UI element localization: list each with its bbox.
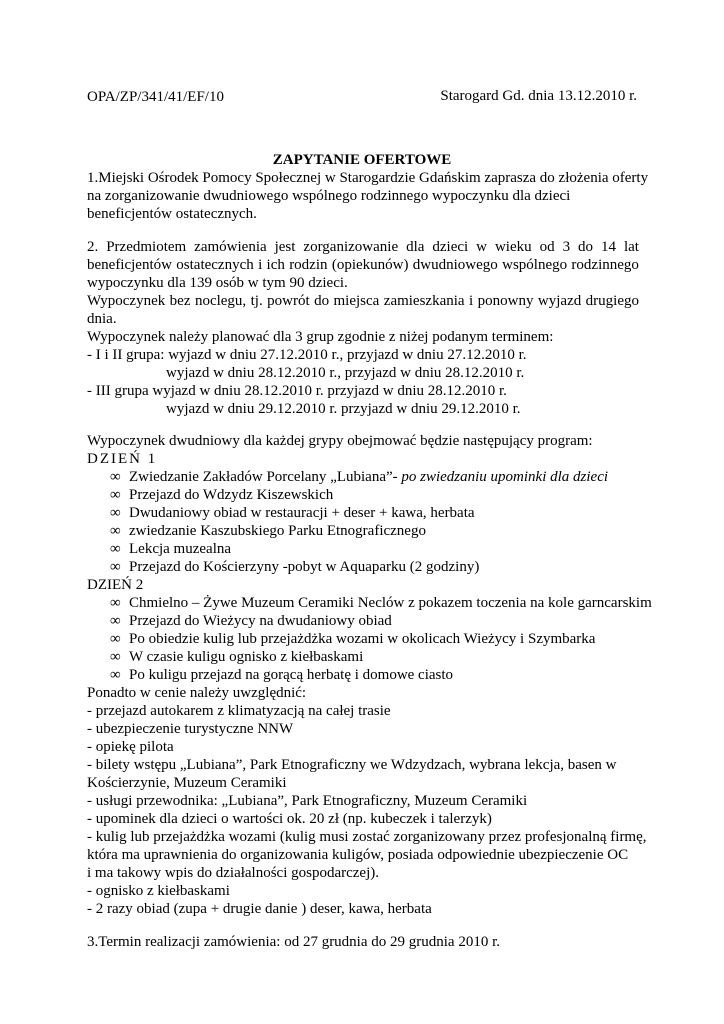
day2-item: ∞ Przejazd do Wieżycy na dwudaniowy obiad — [110, 613, 392, 629]
word: zamieszkania — [383, 293, 465, 309]
word: ostatecznych — [176, 257, 254, 273]
day2-label: DZIEŃ 2 — [87, 577, 144, 593]
word: ponowny — [477, 293, 534, 309]
day2-item: ∞ Chmielno – Żywe Muzeum Ceramiki Neclów z pokazem toczenia na kole garncarskim — [110, 595, 652, 611]
word: wyjazd — [537, 293, 582, 309]
word: 14 — [601, 239, 617, 255]
infinity-bullet-icon: ∞ — [110, 649, 121, 665]
price-item-cont: Kościerzynie, Muzeum Ceramiki — [87, 775, 287, 791]
intro-line-1: 1.Miejski Ośrodek Pomocy Społecznej w Starogardzie Gdańskim zaprasza do złożenia oferty — [87, 170, 649, 186]
infinity-bullet-icon: ∞ — [110, 541, 121, 557]
price-item: - bilety wstępu „Lubiana”, Park Etnograficzny we Wdzydzach, wybrana lekcja, basen w — [87, 757, 617, 773]
schedule-group-1-2-b: wyjazd w dniu 28.12.2010 r., przyjazd w dniu 28.12.2010 r. — [166, 365, 525, 381]
day1-item: ∞ Przejazd do Wdzydz Kiszewskich — [110, 487, 334, 503]
day1-item: ∞ Zwiedzanie Zakładów Porcelany „Lubiana”- po zwiedzaniu upominki dla dzieci — [110, 469, 609, 485]
word: beneficjentów — [87, 257, 172, 273]
word: 3 — [562, 239, 571, 255]
section2-line-2 — [87, 256, 639, 274]
word: zamówienia — [194, 239, 267, 255]
word: ich — [266, 257, 285, 273]
infinity-bullet-icon: ∞ — [110, 505, 121, 521]
word: bez — [169, 293, 191, 309]
infinity-bullet-icon: ∞ — [110, 523, 121, 539]
day2-item: ∞ W czasie kuligu ognisko z kiełbaskami — [110, 649, 364, 665]
reference-number: OPA/ZP/341/41/EF/10 — [87, 89, 224, 105]
word: drugiego — [585, 293, 639, 309]
price-item: - opiekę pilota — [87, 739, 174, 755]
day1-label: DZIEŃ 1 — [87, 451, 158, 467]
schedule-intro: Wypoczynek należy planować dla 3 grup zgodnie z niżej podanym terminem: — [87, 329, 554, 345]
word: dzieci — [432, 239, 469, 255]
section2-line-3: wypoczynku dla 139 osób w tym 90 dzieci. — [87, 275, 348, 291]
intro-line-2: na zorganizowanie dwudniowego wspólnego rodzinnego wypoczynku dla dzieci — [87, 188, 571, 204]
section2-line-4 — [87, 292, 639, 310]
price-item: - upominek dla dzieci o wartości ok. 20 zł (np. kubeczek i talerzyk) — [87, 811, 492, 827]
price-item: - usługi przewodnika: „Lubiana”, Park Etnograficzny, Muzeum Ceramiki — [87, 793, 528, 809]
intro-line-3: beneficjentów ostatecznych. — [87, 206, 257, 222]
section2-line-1 — [87, 238, 639, 256]
price-intro: Ponadto w cenie należy uwzględnić: — [87, 685, 307, 701]
word: dla — [406, 239, 425, 255]
program-intro: Wypoczynek dwudniowy dla każdej grypy obejmować będzie następujący program: — [87, 433, 593, 449]
day1-item: ∞ zwiedzanie Kaszubskiego Parku Etnograficznego — [110, 523, 426, 539]
document-title: ZAPYTANIE OFERTOWE — [272, 152, 452, 168]
word: rodzin — [289, 257, 328, 273]
word: jest — [274, 239, 296, 255]
schedule-group-3-b: wyjazd w dniu 29.12.2010 r. przyjazd w dniu 29.12.2010 r. — [166, 401, 521, 417]
schedule-group-3-a: - III grupa wyjazd w dniu 28.12.2010 r. przyjazd w dniu 28.12.2010 r. — [87, 383, 507, 399]
infinity-bullet-icon: ∞ — [110, 595, 121, 611]
word: w — [476, 239, 487, 255]
document-date: Starogard Gd. dnia 13.12.2010 r. — [440, 88, 637, 104]
word: lat — [623, 239, 639, 255]
infinity-bullet-icon: ∞ — [110, 667, 121, 683]
infinity-bullet-icon: ∞ — [110, 487, 121, 503]
section3-deadline: 3.Termin realizacji zamówienia: od 27 grudnia do 29 grudnia 2010 r. — [87, 934, 500, 950]
price-item: - przejazd autokarem z klimatyzacją na całej trasie — [87, 703, 391, 719]
day1-item: ∞ Lekcja muzealna — [110, 541, 232, 557]
word: dwudniowego — [412, 257, 498, 273]
word: powrót — [267, 293, 310, 309]
word: od — [539, 239, 555, 255]
price-item: - 2 razy obiad (zupa + drugie danie ) deser, kawa, herbata — [87, 901, 432, 917]
section2-line-5: dnia. — [87, 311, 117, 327]
word: do — [578, 239, 594, 255]
word: noclegu, — [194, 293, 247, 309]
day1-item: ∞ Przejazd do Kościerzyny -pobyt w Aquaparku (2 godziny) — [110, 559, 480, 575]
price-item: - ubezpieczenie turystyczne NNW — [87, 721, 294, 737]
price-item: - ognisko z kiełbaskami — [87, 883, 230, 899]
price-item-cont: która ma uprawnienia do organizowania kuligów, posiada odpowiednie ubezpieczenie OC — [87, 847, 629, 863]
day1-item: ∞ Dwudaniowy obiad w restauracji + deser + kawa, herbata — [110, 505, 475, 521]
word: Wypoczynek — [87, 293, 166, 309]
infinity-bullet-icon: ∞ — [110, 469, 121, 485]
word: rodzinnego — [571, 257, 639, 273]
infinity-bullet-icon: ∞ — [110, 613, 121, 629]
word: (opiekunów) — [331, 257, 409, 273]
word: wieku — [494, 239, 532, 255]
price-item-cont: i ma takowy wpis do działalności gospodarczej). — [87, 865, 380, 881]
word: zorganizowanie — [303, 239, 399, 255]
word: miejsca — [333, 293, 380, 309]
schedule-group-1-2-a: - I i II grupa: wyjazd w dniu 27.12.2010 r., przyjazd w dniu 27.12.2010 r. — [87, 347, 527, 363]
word: tj. — [250, 293, 263, 309]
infinity-bullet-icon: ∞ — [110, 559, 121, 575]
price-item: - kulig lub przejażdżka wozami (kulig musi zostać zorganizowany przez profesjonalną firmę, — [87, 829, 647, 845]
day2-item: ∞ Po kuligu przejazd na gorącą herbatę i domowe ciasto — [110, 667, 454, 683]
word: i — [469, 293, 474, 309]
word: Przedmiotem — [106, 239, 187, 255]
day2-item: ∞ Po obiedzie kulig lub przejażdżka wozami w okolicach Wieżycy i Szymbarka — [110, 631, 596, 647]
word: wspólnego — [502, 257, 568, 273]
word: i — [258, 257, 263, 273]
word: 2. — [87, 239, 99, 255]
word: do — [314, 293, 330, 309]
infinity-bullet-icon: ∞ — [110, 631, 121, 647]
